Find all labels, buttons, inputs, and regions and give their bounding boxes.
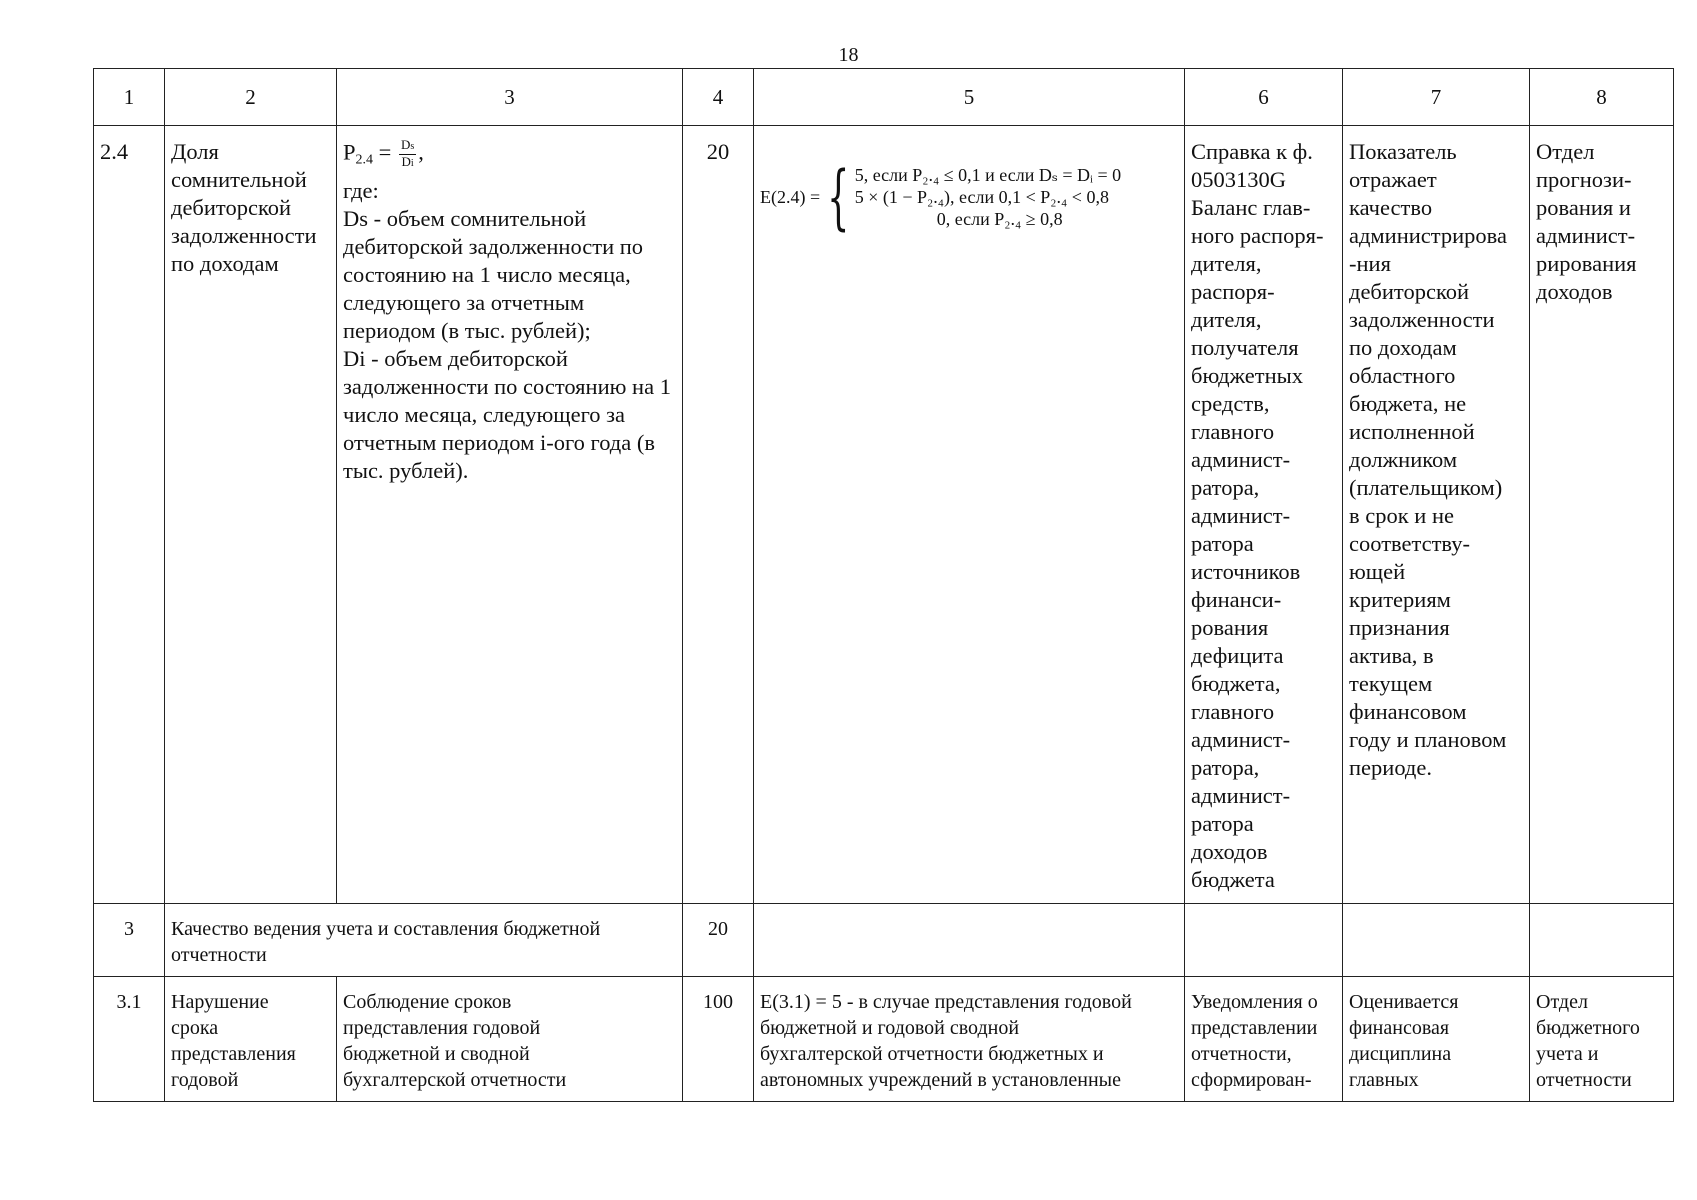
formula-line [337,126,682,175]
header-cell: 2 [165,69,337,126]
formula-fraction [399,138,416,171]
note-cell [1343,977,1530,1102]
row-number: 3 [124,918,134,940]
responsible-cell [1530,977,1674,1102]
indicator-name: Доля сомнительной дебиторской задолженности по доходам [171,139,317,276]
row-number-cell [94,126,165,904]
note-text: Оценивается финансовая дисциплина главных [1349,991,1459,1091]
weight-value: 20 [706,139,730,164]
weight-cell [683,904,754,977]
responsible-text: Отдел бюджетного учета и отчетности [1536,991,1640,1091]
piecewise-formula [754,126,1184,238]
header-cell: 5 [754,69,1185,126]
formula-case-1: 5, если P₂.₄ ≤ 0,1 и если Dₛ = Dᵢ = 0 [854,165,1122,185]
formula-case-2: 5 × (1 − P₂.₄), если 0,1 < P₂.₄ < 0,8 [854,187,1109,207]
estimate-lhs: E(2.4) = [760,186,821,207]
estimate-cell [754,126,1185,904]
weight-value: 20 [708,918,728,940]
source-cell [1185,977,1343,1102]
section-title: Качество ведения учета и составления бюджетной отчетности [171,918,601,966]
estimate-cell [754,977,1185,1102]
header-cell: 4 [683,69,754,126]
section-title-cell [165,904,683,977]
formula-eq: = [378,139,392,165]
fraction-numerator: Ds [399,138,416,155]
weight-cell [683,977,754,1102]
source-text: Уведомления о представлении отчетности, сформирован- [1191,991,1318,1091]
responsible-text: Отдел прогнози- рования и админист- рирования доходов [1536,139,1637,304]
row-number-cell [94,977,165,1102]
empty-cell [1185,904,1343,977]
page-number: 18 [838,44,859,66]
header-cell: 3 [337,69,683,126]
formula-cases [855,164,1121,230]
formula-cell [337,126,683,904]
formula-lhs-sub: 2.4 [355,152,374,168]
header-cell: 7 [1343,69,1530,126]
estimate-text: E(3.1) = 5 - в случае представления годовой бюджетной и годовой сводной бухгалтерской отчетности бюджетных и автономных учреждений в установленные [760,991,1132,1091]
source-text: Справка к ф. 0503130G Баланс глав- ного распоря- дителя, распоря- дителя, получателя бюджетных средств, главного админист- ратора, админист- ратора источников финанси- рования дефицита бюджета, главного админист- ратора, админист- ратора доходов бюджета [1191,139,1324,892]
header-cell: 1 [94,69,165,126]
formula-tail: , [418,139,424,165]
row-number: 2.4 [100,139,129,164]
formula-definitions: где: Ds - объем сомнительной дебиторской задолженности по состоянию на 1 число месяца, следующего за отчетным периодом (в тыс. рублей); Di - объем дебиторской задолженности по состоянию на 1 число месяца, следующего за отчетным периодом i-ого года (в тыс. рублей). [343,177,671,483]
row-number: 3.1 [116,991,142,1013]
header-cell: 6 [1185,69,1343,126]
formula-text: Соблюдение сроков представления годовой бюджетной и сводной бухгалтерской отчетности [343,991,567,1091]
source-cell [1185,126,1343,904]
empty-cell [1530,904,1674,977]
table-row-3 [94,904,1674,977]
note-text: Показатель отражает качество администрирова -ния дебиторской задолженности по доходам областного бюджета, не исполненной должником (плательщиком) в срок и не соответству- ющей критериям признания актива, в текущем финансовом году и плановом периоде. [1349,139,1507,780]
empty-cell [754,904,1185,977]
indicator-name: Нарушение срока представления годовой [171,991,296,1091]
header-row [94,69,1674,126]
header-cell: 8 [1530,69,1674,126]
left-brace-icon: { [827,156,850,238]
formula-cell [337,977,683,1102]
empty-cell [1343,904,1530,977]
table-row-3-1 [94,977,1674,1102]
table-row-2-4 [94,126,1674,904]
responsible-cell [1530,126,1674,904]
formula-case-3: 0, если P₂.₄ ≥ 0,8 [936,209,1063,229]
indicator-name-cell [165,977,337,1102]
formula-lhs: P [343,139,356,165]
weight-cell [683,126,754,904]
row-number-cell [94,904,165,977]
indicator-name-cell [165,126,337,904]
note-cell [1343,126,1530,904]
weight-value: 100 [703,991,733,1013]
fraction-denominator: Di [401,154,414,169]
indicator-table [93,68,1674,1102]
